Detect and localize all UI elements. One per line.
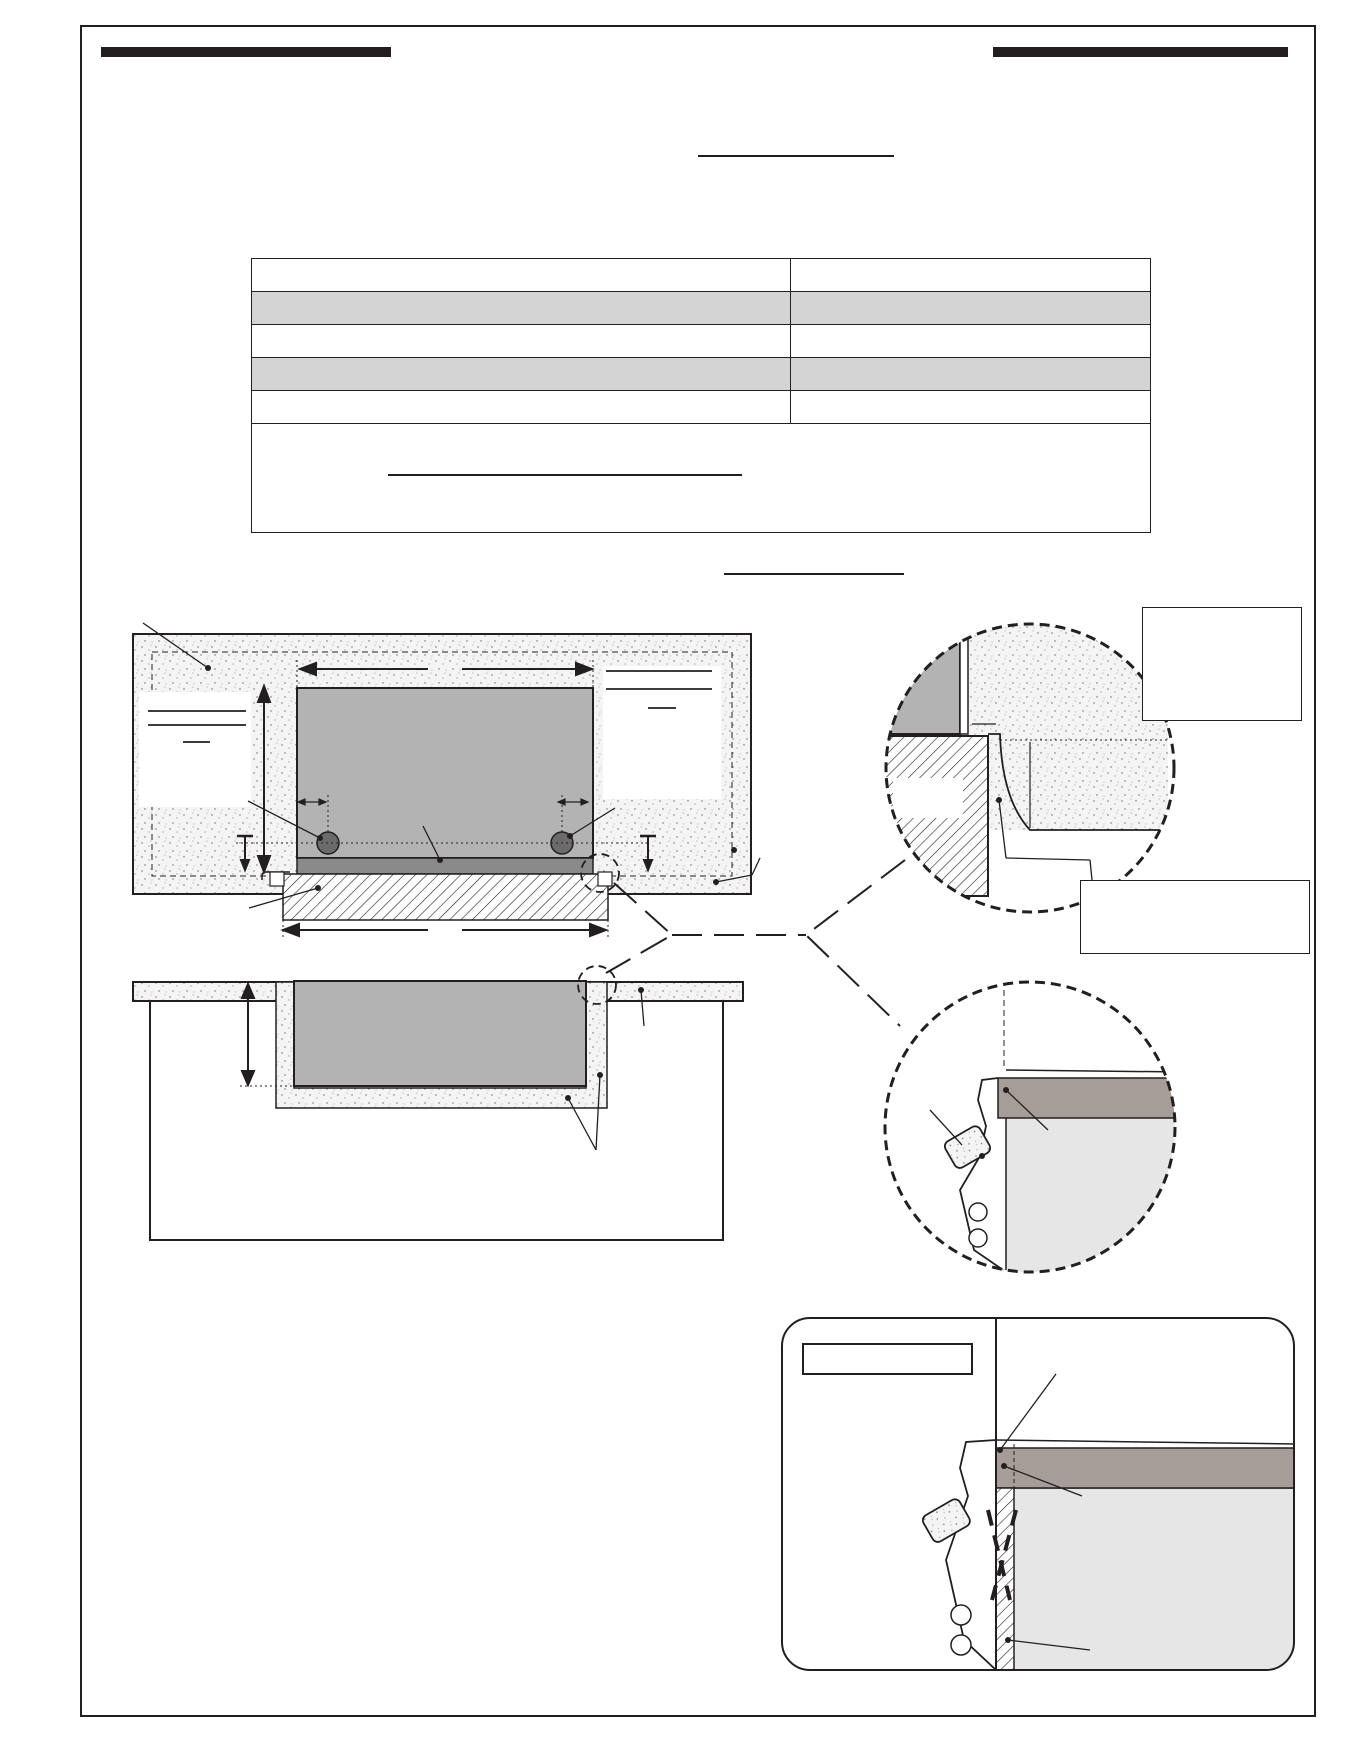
- legend-box-top: [1142, 607, 1302, 721]
- label-area-left: [139, 692, 251, 807]
- power-button-icon: [969, 1229, 987, 1247]
- inset-label-box: [802, 1343, 973, 1375]
- label-area-right: [603, 666, 721, 799]
- cabinet-interior-inset: [998, 1488, 1298, 1678]
- legend-box-middle: [1080, 880, 1310, 954]
- front-view: [133, 966, 743, 1240]
- front-control-strip: [297, 858, 593, 874]
- power-button-icon: [969, 1203, 987, 1221]
- top-view: [133, 623, 760, 938]
- cooktop-body: [294, 981, 586, 1086]
- detail-side: [880, 970, 1188, 1288]
- trim-hatched: [283, 874, 608, 920]
- power-button-icon: [951, 1635, 971, 1655]
- glass-surface-inset: [996, 1448, 1296, 1488]
- hatched-panel: [996, 1488, 1014, 1678]
- detail-top: [860, 620, 1180, 920]
- glass-surface: [998, 1078, 1188, 1118]
- cooktop-top-view: [297, 688, 593, 858]
- power-button-icon: [951, 1605, 971, 1625]
